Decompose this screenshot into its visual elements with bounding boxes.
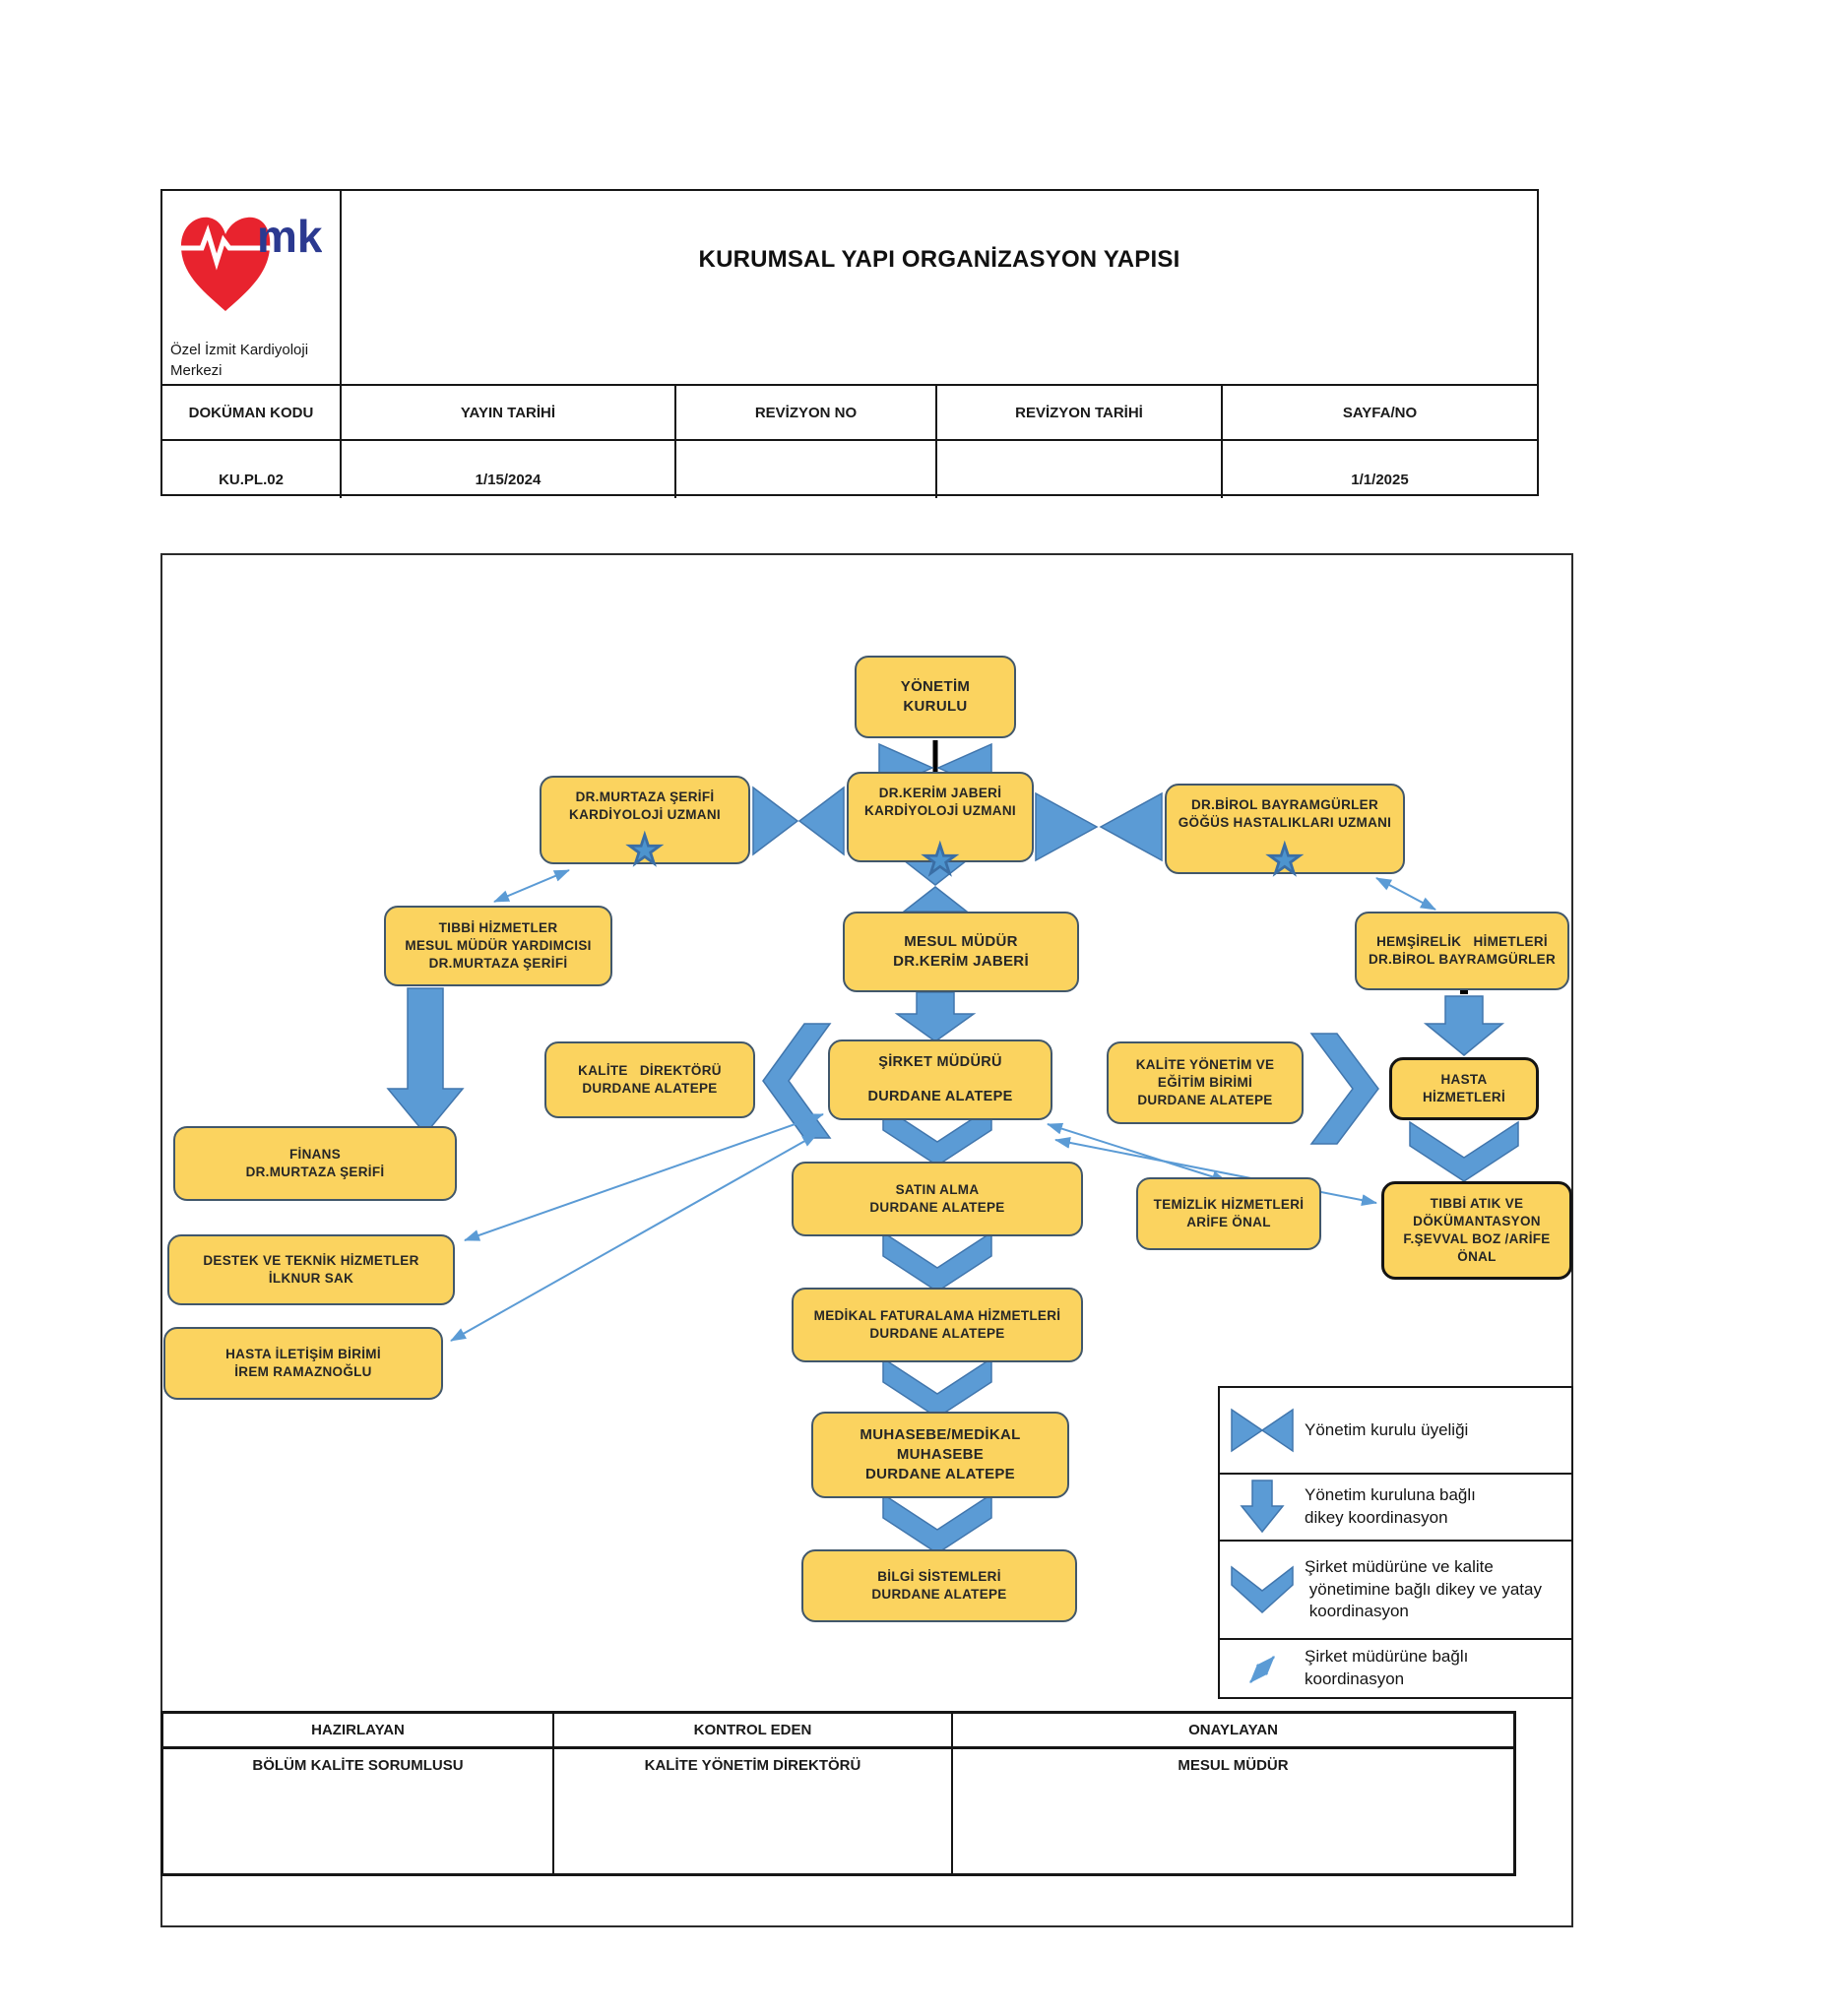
org-name: Özel İzmit Kardiyoloji Merkezi	[170, 341, 309, 380]
legend-item-manager-coordination: Şirket müdürüne bağlı koordinasyon	[1220, 1640, 1571, 1697]
legend-box	[1218, 1386, 1573, 1699]
board-membership-bowtie-icon	[1230, 1408, 1295, 1453]
meta-val-dokuman-kodu: KU.PL.02	[162, 441, 342, 498]
approval-col-hazirlayan: HAZIRLAYAN	[163, 1714, 554, 1746]
block-arrow-hemsirelik-to-hasta	[1426, 996, 1502, 1055]
star-icon: ★	[626, 829, 664, 872]
approval-table	[160, 1711, 1516, 1876]
approval-values-row	[163, 1749, 1513, 1873]
block-arrow-mesul-to-sirket	[897, 992, 974, 1041]
node-mesul-mudur: MESUL MÜDÜR DR.KERİM JABERİ	[843, 912, 1079, 992]
chevron-muhasebe-to-bilgi-sistemleri	[883, 1494, 991, 1553]
star-icon: ★	[1266, 839, 1304, 882]
bowtie-kerim-birol-left	[1036, 793, 1097, 860]
bowtie-kerim-mesul-bottom	[904, 887, 967, 912]
approval-val-kontrol-eden: KALİTE YÖNETİM DİREKTÖRÜ	[554, 1749, 953, 1873]
chevron-hasta-hizmetleri-to-tibbi-atik	[1410, 1122, 1518, 1181]
node-tibbi-hizmetler: TIBBİ HİZMETLER MESUL MÜDÜR YARDIMCISI DR.MURTAZA ŞERİFİ	[384, 906, 612, 986]
thin-double-arrow-icon	[1241, 1647, 1284, 1690]
node-dr-birol-bayramgurler: DR.BİROL BAYRAMGÜRLER GÖĞÜS HASTALIKLARI UZMANI ★	[1165, 784, 1405, 874]
node-bilgi-sistemleri: BİLGİ SİSTEMLERİ DURDANE ALATEPE	[801, 1549, 1077, 1622]
node-sirket-muduru: ŞİRKET MÜDÜRÜ DURDANE ALATEPE	[828, 1040, 1052, 1120]
chevron-sirket-to-kalite-direktoru	[763, 1024, 830, 1138]
node-dr-murtaza-serifi: DR.MURTAZA ŞERİFİ KARDİYOLOJİ UZMANI ★	[540, 776, 750, 864]
node-finans: FİNANS DR.MURTAZA ŞERİFİ	[173, 1126, 457, 1201]
node-kalite-yonetim-egitim: KALİTE YÖNETİM VE EĞİTİM BİRİMİ DURDANE ALATEPE	[1107, 1041, 1304, 1124]
node-dr-kerim-jaberi: DR.KERİM JABERİ KARDİYOLOJİ UZMANI ★	[847, 772, 1034, 862]
approval-val-hazirlayan: BÖLÜM KALİTE SORUMLUSU	[163, 1749, 554, 1873]
node-satin-alma: SATIN ALMA DURDANE ALATEPE	[792, 1162, 1083, 1236]
node-muhasebe: MUHASEBE/MEDİKAL MUHASEBE DURDANE ALATEPE	[811, 1412, 1069, 1498]
node-hasta-hizmetleri: HASTA HİZMETLERİ	[1389, 1057, 1539, 1120]
logo-text: mk	[257, 211, 322, 262]
chevron-kalite-yonetim-to-hasta-hizmetleri	[1311, 1034, 1378, 1144]
thin-arrow-sirket-destek	[465, 1114, 823, 1240]
node-yonetim-kurulu: YÖNETİM KURULU	[855, 656, 1016, 738]
approval-col-onaylayan: ONAYLAYAN	[1188, 1722, 1278, 1738]
node-medikal-faturalama: MEDİKAL FATURALAMA HİZMETLERİ DURDANE ALATEPE	[792, 1288, 1083, 1362]
meta-col-yayin-tarihi: YAYIN TARİHİ	[342, 386, 676, 439]
approval-col-kontrol-eden: KONTROL EDEN	[554, 1714, 953, 1746]
meta-col-sayfa-no: SAYFA/NO	[1342, 404, 1418, 421]
node-hemsirelik-hizmetleri: HEMŞİRELİK HİMETLERİ DR.BİROL BAYRAMGÜRLER	[1355, 912, 1569, 990]
bowtie-murtaza-kerim-right	[799, 788, 844, 854]
chevron-down-arrow-icon	[1230, 1565, 1295, 1614]
meta-col-revizyon-tarihi: REVİZYON TARİHİ	[937, 386, 1223, 439]
approval-val-onaylayan: MESUL MÜDÜR	[1178, 1757, 1289, 1774]
node-hasta-iletisim-birimi: HASTA İLETİŞİM BİRİMİ İREM RAMAZNOĞLU	[163, 1327, 443, 1400]
meta-col-revizyon-no: REVİZYON NO	[676, 386, 937, 439]
node-kalite-direktoru: KALİTE DİREKTÖRÜ DURDANE ALATEPE	[544, 1041, 755, 1118]
bowtie-kerim-birol-right	[1101, 793, 1162, 860]
thin-arrow-tibbi-murtaza	[494, 870, 569, 902]
page-title: KURUMSAL YAPI ORGANİZASYON YAPISI	[698, 246, 1180, 273]
thin-arrow-sirket-hasta-iletisim	[451, 1134, 817, 1341]
node-tibbi-atik-dokumantasyon: TIBBİ ATIK VE DÖKÜMANTASYON F.ŞEVVAL BOZ /ARİFE ÖNAL	[1381, 1181, 1572, 1280]
block-arrow-tibbi-to-finans	[388, 988, 463, 1134]
block-down-arrow-icon	[1240, 1479, 1285, 1536]
legend-item-vertical-coordination: Yönetim kuruluna bağlı dikey koordinasyon	[1220, 1475, 1571, 1542]
bowtie-murtaza-kerim-left	[753, 788, 797, 854]
legend-item-board-membership: Yönetim kurulu üyeliği	[1220, 1388, 1571, 1475]
meta-val-sayfa-no: 1/1/2025	[1351, 472, 1409, 488]
star-icon: ★	[922, 839, 959, 882]
node-destek-teknik-hizmetler: DESTEK VE TEKNİK HİZMETLER İLKNUR SAK	[167, 1234, 455, 1305]
node-temizlik-hizmetleri: TEMİZLİK HİZMETLERİ ARİFE ÖNAL	[1136, 1177, 1321, 1250]
meta-val-yayin-tarihi: 1/15/2024	[342, 441, 676, 498]
approval-header-row	[163, 1714, 1513, 1749]
chevron-satin-alma-to-medikal-faturalama	[883, 1232, 991, 1292]
legend-item-company-quality-coordination: Şirket müdürüne ve kalite yönetimine bağlı dikey ve yatay koordinasyon	[1220, 1542, 1571, 1640]
chevron-medikal-faturalama-to-muhasebe	[883, 1358, 991, 1418]
thin-arrow-birol-hemsirelik	[1376, 878, 1435, 910]
meta-col-dokuman-kodu: DOKÜMAN KODU	[162, 386, 342, 439]
